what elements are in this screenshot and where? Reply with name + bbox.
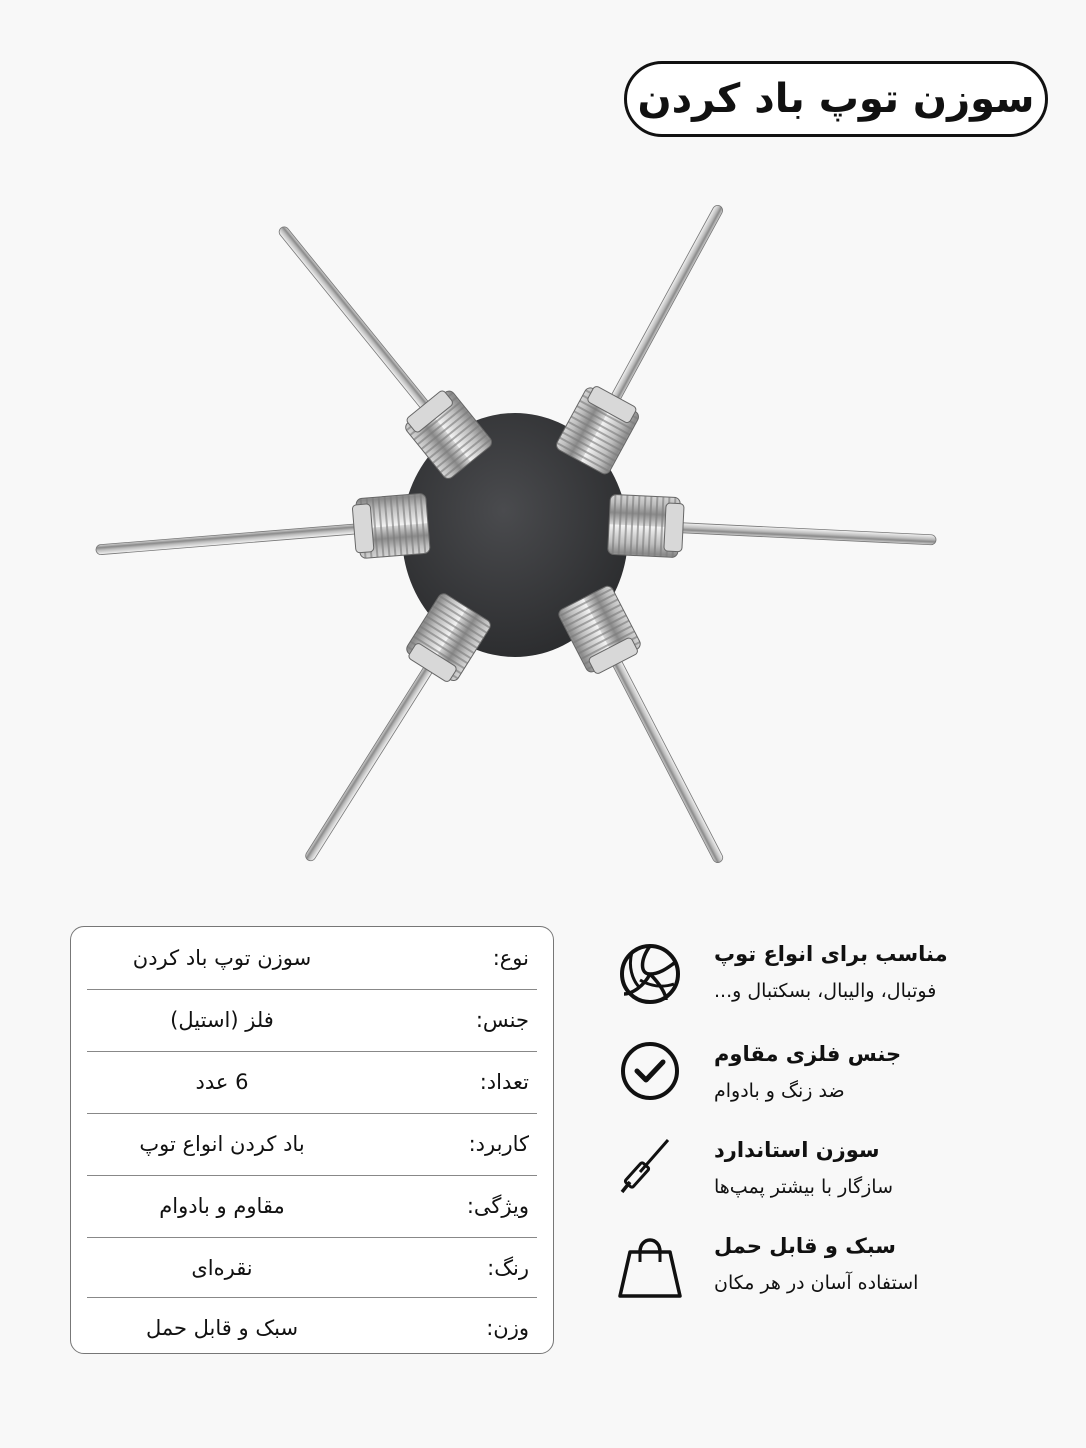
feature-title: مناسب برای انواع توپ [714, 942, 948, 966]
needle-shaft [304, 661, 436, 863]
spec-value: باد کردن انواع توپ [139, 1132, 305, 1156]
checkmark-circle-icon [610, 1040, 690, 1120]
volleyball-icon [610, 940, 690, 1020]
feature-subtitle: استفاده آسان در هر مکان [714, 1272, 919, 1294]
spec-label: نوع: [492, 946, 529, 970]
spec-row-color [87, 1237, 537, 1299]
spec-label: کاربرد: [468, 1132, 529, 1156]
spec-label: وزن: [486, 1316, 529, 1340]
spec-label: ویژگی: [466, 1194, 529, 1218]
spec-value: سوزن توپ باد کردن [132, 946, 312, 970]
feature-subtitle: سازگار با بیشتر پمپ‌ها [714, 1176, 894, 1198]
feature-title: سوزن استاندارد [714, 1138, 880, 1162]
bag-icon [610, 1232, 690, 1312]
spec-value: مقاوم و بادوام [159, 1194, 285, 1218]
spec-row-usage [87, 1113, 537, 1175]
feature-title: جنس فلزی مقاوم [714, 1042, 902, 1066]
spec-row-weight [87, 1297, 537, 1359]
spec-row-feature [87, 1175, 537, 1237]
feature-subtitle: فوتبال، والیبال، بسکتبال و... [714, 980, 937, 1002]
spec-label: رنگ: [487, 1256, 529, 1280]
title-badge [624, 61, 1048, 137]
needle-nut [352, 504, 374, 553]
needle-shaft [96, 523, 363, 555]
page-title: سوزن توپ باد کردن [637, 76, 1035, 122]
needle-icon [610, 1136, 690, 1216]
needle-nut [664, 503, 684, 552]
spec-table [70, 926, 554, 1354]
spec-label: تعداد: [479, 1070, 529, 1094]
needle [557, 584, 747, 876]
needle-shaft [608, 204, 724, 406]
spec-row-count [87, 1051, 537, 1113]
spec-row-material [87, 989, 537, 1051]
needle [554, 192, 746, 476]
spec-value: سبک و قابل حمل [145, 1316, 299, 1340]
feature-metal [610, 1040, 970, 1120]
spec-value: نقره‌ای [191, 1256, 253, 1280]
needle [258, 209, 494, 481]
product-image [80, 190, 960, 880]
spec-value: 6 عدد [195, 1070, 249, 1094]
spec-label: جنس: [475, 1008, 529, 1032]
needle [608, 494, 938, 570]
needle-shaft [675, 522, 937, 545]
feature-subtitle: ضد زنگ و بادوام [714, 1080, 845, 1102]
feature-portable [610, 1232, 970, 1312]
needle [94, 493, 431, 580]
feature-ball-types [610, 940, 970, 1020]
needle [283, 592, 493, 876]
needle-shaft [277, 225, 433, 414]
spec-value: فلز (استیل) [170, 1008, 274, 1032]
needle-shaft [609, 654, 724, 864]
spec-row-type [87, 927, 537, 989]
feature-standard-needle [610, 1136, 970, 1216]
feature-title: سبک و قابل حمل [714, 1234, 896, 1258]
